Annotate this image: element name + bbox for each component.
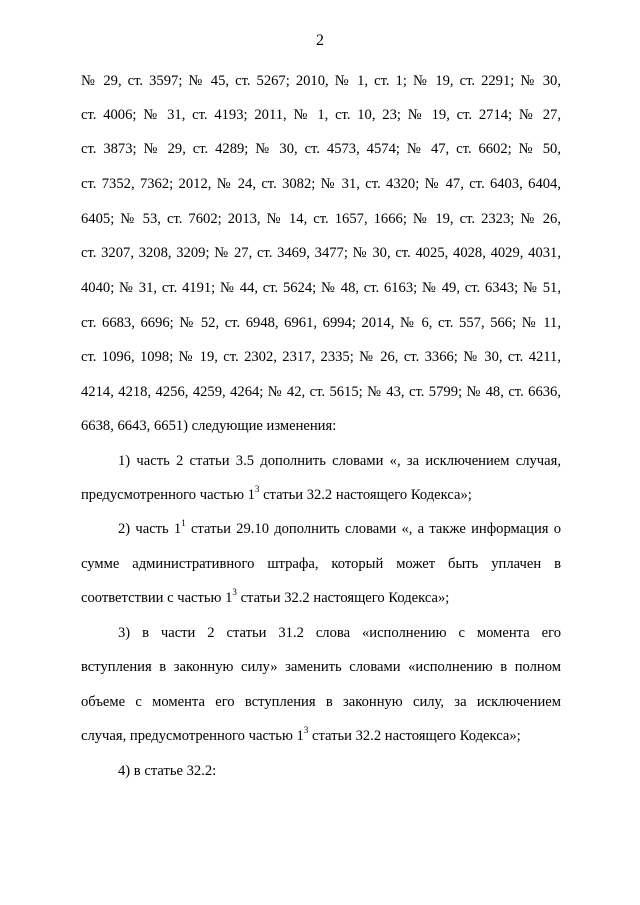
superscript: 3 [303, 725, 309, 735]
citation-line: ст. 7352, 7362; 2012, № 24, ст. 3082; № 31, ст. 4320; № 47, ст. 6403, 6404, [81, 176, 561, 192]
amendment-1-line: 1) часть 2 статьи 3.5 дополнить словами «, за исключением случая, [118, 453, 561, 469]
amendment-2-line: сумме административного штрафа, который может быть уплачен в [81, 556, 561, 572]
citation-line: 4040; № 31, ст. 4191; № 44, ст. 5624; № 48, ст. 6163; № 49, ст. 6343; № 51, [81, 280, 561, 296]
amendment-3-line: вступления в законную силу» заменить словами «исполнению в полном [81, 659, 561, 675]
amendment-3-line: 3) в части 2 статьи 31.2 слова «исполнению с момента его [118, 625, 561, 641]
citation-line: 6405; № 53, ст. 7602; 2013, № 14, ст. 1657, 1666; № 19, ст. 2323; № 26, [81, 211, 561, 227]
superscript: 3 [232, 587, 237, 597]
citation-line: ст. 6683, 6696; № 52, ст. 6948, 6961, 6994; 2014, № 6, ст. 557, 566; № 11, [81, 315, 561, 331]
citation-line: 4214, 4218, 4256, 4259, 4264; № 42, ст. 5615; № 43, ст. 5799; № 48, ст. 6636, [81, 384, 561, 400]
amendment-3-line: случая, предусмотренного частью $1^3$ статьи 32.2 настоящего Кодекса»; [81, 725, 521, 744]
amendment-4-line: 4) в статье 32.2: [118, 763, 217, 779]
amendment-2-line: 2) часть $1^1$ статьи 29.10 дополнить словами «, а также информация о [118, 518, 562, 537]
amendment-3-line: объеме с момента его вступления в законную силу, за исключением [81, 694, 561, 710]
citation-line-last: 6638, 6643, 6651) следующие изменения: [81, 418, 337, 434]
citation-line: ст. 1096, 1098; № 19, ст. 2302, 2317, 2335; № 26, ст. 3366; № 30, ст. 4211, [81, 349, 561, 365]
citation-line: № 29, ст. 3597; № 45, ст. 5267; 2010, № 1, ст. 1; № 19, ст. 2291; № 30, [81, 73, 561, 89]
citation-line: ст. 4006; № 31, ст. 4193; 2011, № 1, ст. 10, 23; № 19, ст. 2714; № 27, [81, 107, 561, 123]
superscript: 1 [181, 518, 186, 528]
citation-line: ст. 3207, 3208, 3209; № 27, ст. 3469, 3477; № 30, ст. 4025, 4028, 4029, 4031, [81, 245, 561, 261]
amendment-1-line: предусмотренного частью $1^3$ статьи 32.2 настоящего Кодекса»; [81, 484, 472, 503]
page-number: 2 [316, 32, 324, 49]
amendment-2-line: соответствии с частью $1^3$ статьи 32.2 настоящего Кодекса»; [81, 587, 450, 606]
superscript: 3 [254, 484, 260, 494]
citation-line: ст. 3873; № 29, ст. 4289; № 30, ст. 4573, 4574; № 47, ст. 6602; № 50, [81, 141, 561, 157]
